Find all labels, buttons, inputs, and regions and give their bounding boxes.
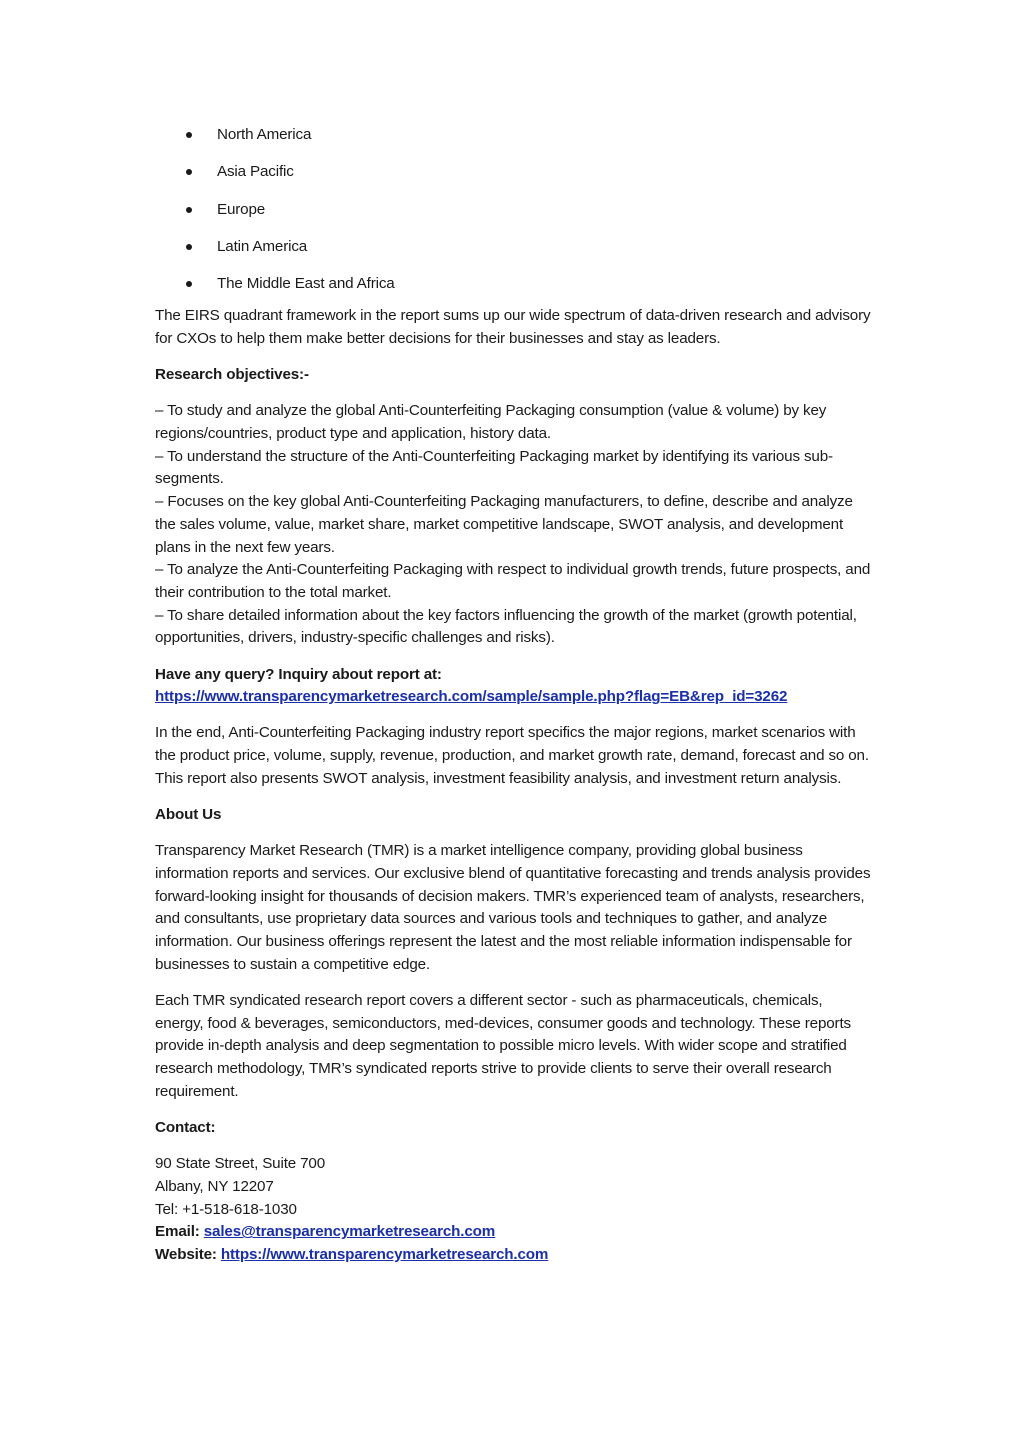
contact-heading: Contact: (155, 1118, 216, 1136)
list-item: Asia Pacific (155, 161, 875, 198)
conclusion-paragraph: In the end, Anti-Counterfeiting Packaging industry report specifics the major regions, market scenarios with the product price, volume, supply, revenue, production, and market growth rate, demand, forecast and so on. This report also presents SWOT analysis, investment feasibility analysis, and investment return analysis. (155, 724, 869, 787)
website-label: Website: (155, 1246, 217, 1263)
list-item: Latin America (155, 236, 875, 273)
regions-list (155, 124, 875, 305)
bullet-icon (186, 132, 192, 138)
research-objectives-list (155, 400, 875, 650)
bullet-icon (186, 169, 192, 175)
email-row (155, 1221, 875, 1244)
bullet-icon (186, 281, 192, 287)
phone-number: Tel: +1-518-618-1030 (155, 1200, 297, 1218)
document-page (155, 124, 875, 1267)
list-item: North America (155, 124, 875, 161)
inquiry-heading: Have any query? Inquiry about report at: (155, 665, 442, 683)
email-label: Email: (155, 1223, 200, 1241)
about-paragraph: Each TMR syndicated research report covers a different sector - such as pharmaceuticals, chemicals, energy, food & beverages, semiconductors, med-devices, consumer goods and technology. These reports provide in-depth analysis and deep segmentation to possible micro levels. With wider scope and stratified research methodology, TMR’s syndicated reports strive to provide clients to serve their overall research requirement. (155, 991, 851, 1100)
objective-item: – To understand the structure of the Anti-Counterfeiting Packaging market by identifying its various sub-segments. (155, 447, 833, 488)
website-link[interactable]: https://www.transparencymarketresearch.com (220, 1246, 549, 1263)
address-line: 90 State Street, Suite 700 (155, 1155, 326, 1173)
address-line: Albany, NY 12207 (155, 1177, 274, 1195)
contact-block (155, 1153, 875, 1267)
objective-item: – To study and analyze the global Anti-Counterfeiting Packaging consumption (value & volume) by key regions/countries, product type and application, history data. (155, 402, 827, 442)
bullet-icon (186, 207, 192, 213)
email-link[interactable]: sales@transparencymarketresearch.com (203, 1223, 496, 1241)
objective-item: – To analyze the Anti-Counterfeiting Packaging with respect to individual growth trends, future prospects, and their contribution to the total market. (155, 561, 871, 601)
bullet-icon (186, 244, 192, 250)
inquiry-link[interactable]: https://www.transparencymarketresearch.com/sample/sample.php?flag=EB&rep_id=3262 (155, 688, 788, 706)
eirs-paragraph: The EIRS quadrant framework in the report sums up our wide spectrum of data-driven research and advisory for CXOs to help them make better decisions for their businesses and stay as leaders. (155, 307, 871, 347)
research-objectives-heading: Research objectives:- (155, 366, 309, 384)
list-item: Europe (155, 199, 875, 236)
about-heading: About Us (155, 806, 222, 824)
list-item: The Middle East and Africa (155, 273, 875, 305)
about-paragraph: Transparency Market Research (TMR) is a market intelligence company, providing global business information reports and services. Our exclusive blend of quantitative forecasting and trends analysis provides forward-looking insight for thousands of decision makers. TMR’s experienced team of analysts, researchers, and consultants, use proprietary data sources and various tools and techniques to gather, and analyze information. Our business offerings represent the latest and the most reliable information indispensable for businesses to sustain a competitive edge. (155, 842, 871, 973)
objective-item: – To share detailed information about the key factors influencing the growth of the market (growth potential, opportunities, drivers, industry-specific challenges and risks). (155, 606, 857, 647)
website-row (155, 1244, 875, 1267)
inquiry-section (155, 664, 875, 709)
objective-item: – Focuses on the key global Anti-Counterfeiting Packaging manufacturers, to define, describe and analyze the sales volume, value, market share, market competitive landscape, SWOT analysis, and development plans in the next few years. (155, 493, 853, 556)
